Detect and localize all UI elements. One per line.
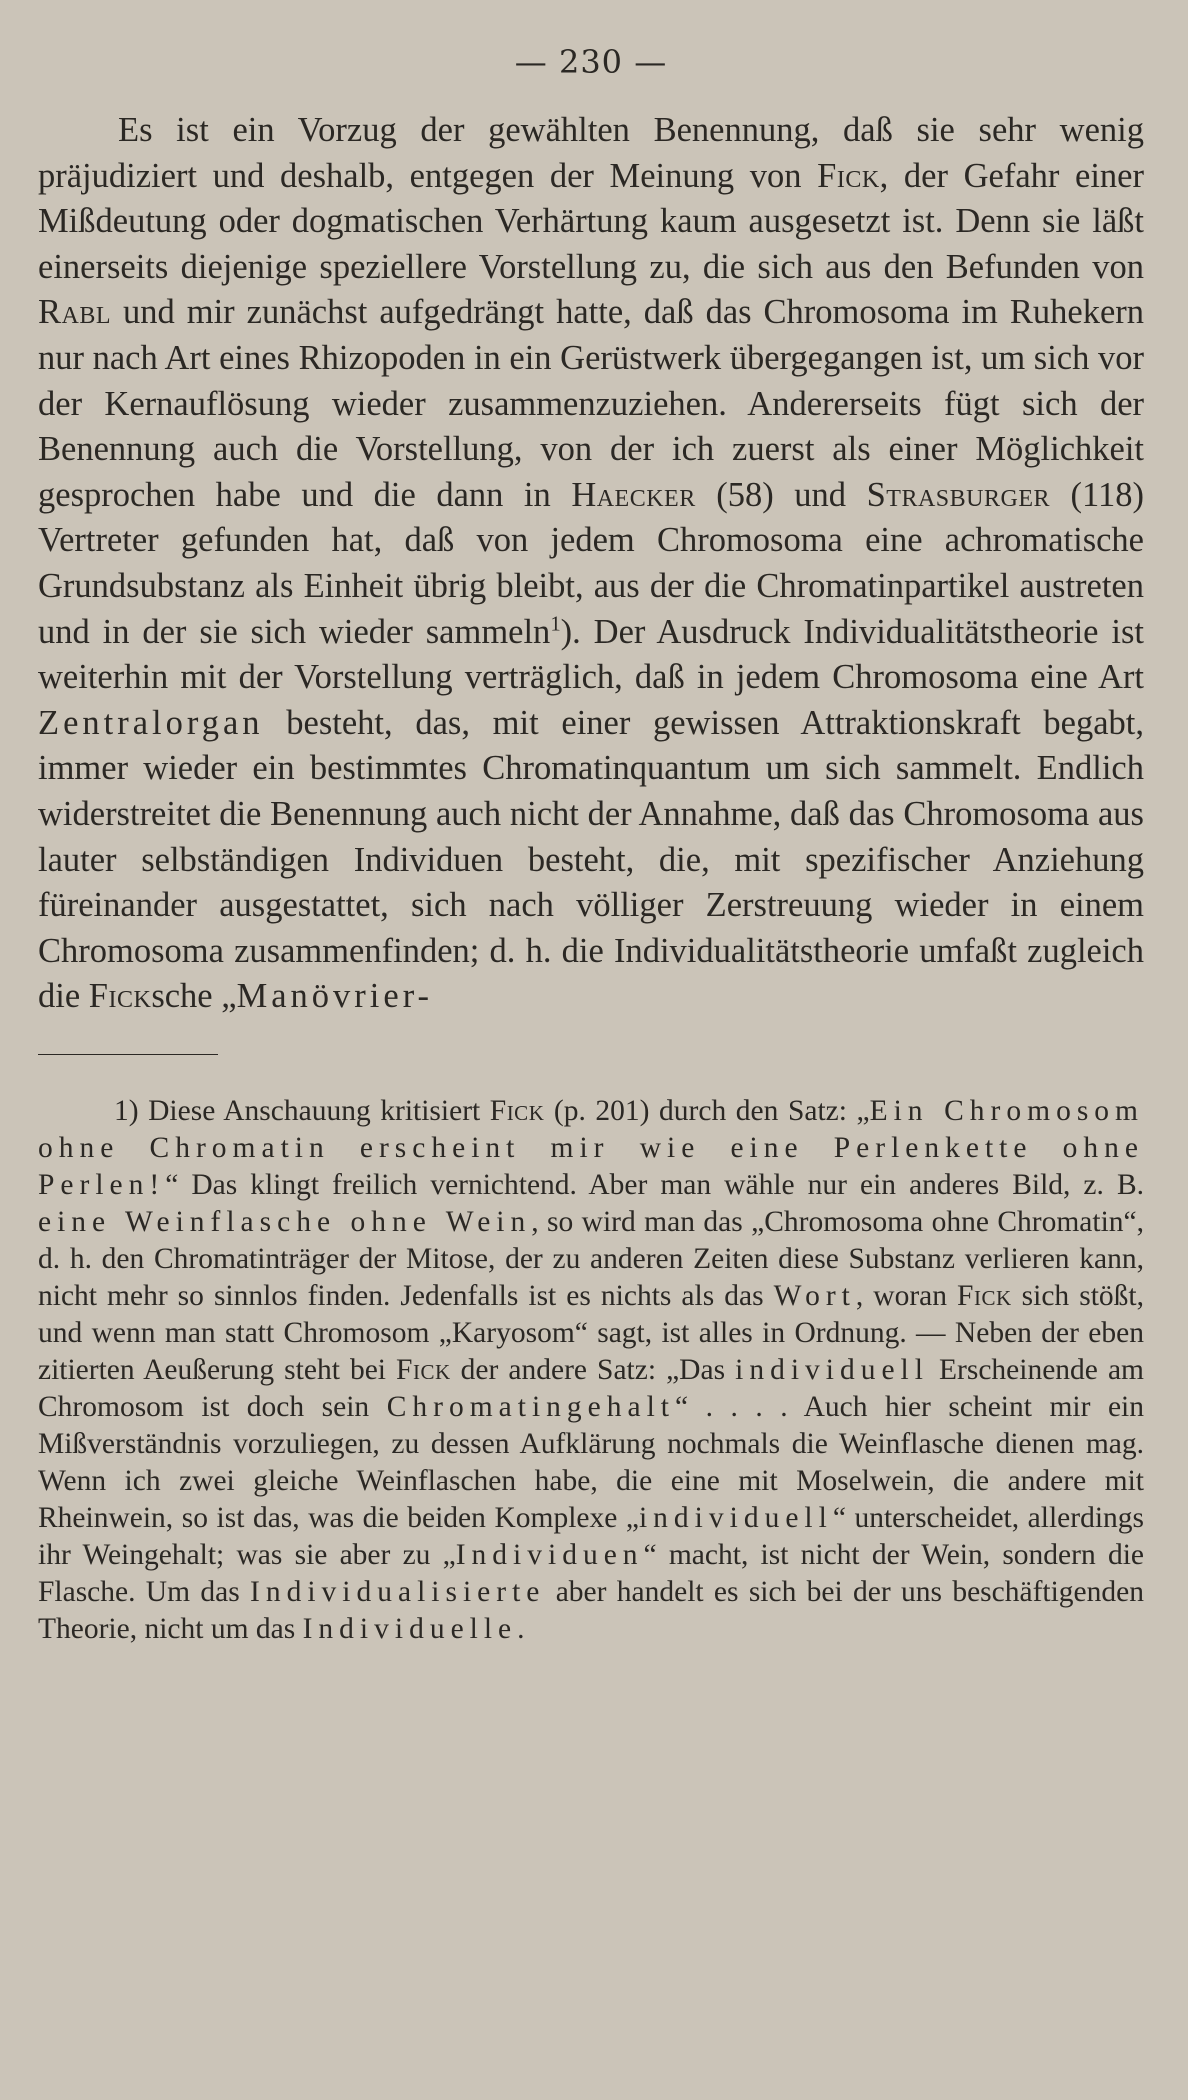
footnote: 1) Diese Anschauung kritisiert Fick (p. 201) durch den Satz: „Ein Chromosom ohne Chromatin erscheint mir wie eine Perlenkette ohne Perlen!“ Das klingt freilich vernichtend. Aber man wähle nur ein anderes Bild, z. B. eine Weinflasche ohne Wein, so wird man das „Chromosoma ohne Chromatin“, d. h. den Chromatinträger der Mitose, der zu anderen Zeiten diese Substanz verlieren kann, nicht mehr so sinnlos finden. Jedenfalls ist es nichts als das Wort, woran Fick sich stößt, und wenn man statt Chromosom „Karyosom“ sagt, ist alles in Ordnung. — Neben der eben zitierten Aeußerung steht bei Fick der andere Satz: „Das individuell Erscheinende am Chromosom ist doch sein Chromatingehalt“ . . . . Auch hier scheint mir ein Mißverständnis vorzuliegen, zu dessen Aufklärung nochmals die Weinflasche dienen mag. Wenn ich zwei gleiche Weinflaschen habe, die eine mit Moselwein, die andere mit Rheinwein, so ist das, was die beiden Komplexe „individuell“ unterscheidet, allerdings ihr Weingehalt; was sie aber zu „Individuen“ macht, ist nicht der Wein, sondern die Flasche. Um das Individualisierte aber handelt es sich bei der uns beschäftigenden Theorie, nicht um das Individuelle.	[38, 1094, 1145, 1645]
footnote-divider	[38, 1054, 218, 1055]
page-number: — 230 —	[514, 43, 668, 81]
main-paragraph: Es ist ein Vorzug der gewählten Benennung, daß sie sehr wenig präjudiziert und deshalb, entgegen der Meinung von Fick, der Gefahr einer Mißdeutung oder dogmatischen Verhärtung kaum ausgesetzt ist. Denn sie läßt einerseits diejenige speziellere Vorstellung zu, die sich aus den Befunden von Rabl und mir zunächst aufgedrängt hatte, daß das Chromosoma im Ruhekern nur nach Art eines Rhizopoden in ein Gerüstwerk übergegangen ist, um sich vor der Kernauflösung wieder zusammenzuziehen. Andererseits fügt sich der Benennung auch die Vorstellung, von der ich zuerst als einer Möglichkeit gesprochen habe und die dann in Haecker (58) und Strasburger (118) Vertreter gefunden hat, daß von jedem Chromosoma eine achromatische Grundsubstanz als Einheit übrig bleibt, aus der die Chromatinpartikel austreten und in der sie sich wieder sammeln$^1$). Der Ausdruck Individualitätstheorie ist weiterhin mit der Vorstellung verträglich, daß in jedem Chromosoma eine Art Zentralorgan besteht, das, mit einer gewissen Attraktionskraft begabt, immer wieder ein bestimmtes Chromatinquantum um sich sammelt. Endlich widerstreitet die Benennung auch nicht der Annahme, daß das Chromosoma aus lauter selbständigen Individuen besteht, die, mit spezifischer Anziehung füreinander ausgestattet, sich nach völliger Zerstreuung wieder in einem Chromosoma zusammenfinden; d. h. die Individualitätstheorie umfaßt zugleich die Ficksche „Manövrier-	[38, 111, 1144, 1016]
footnote-reference: 1	[550, 613, 561, 636]
